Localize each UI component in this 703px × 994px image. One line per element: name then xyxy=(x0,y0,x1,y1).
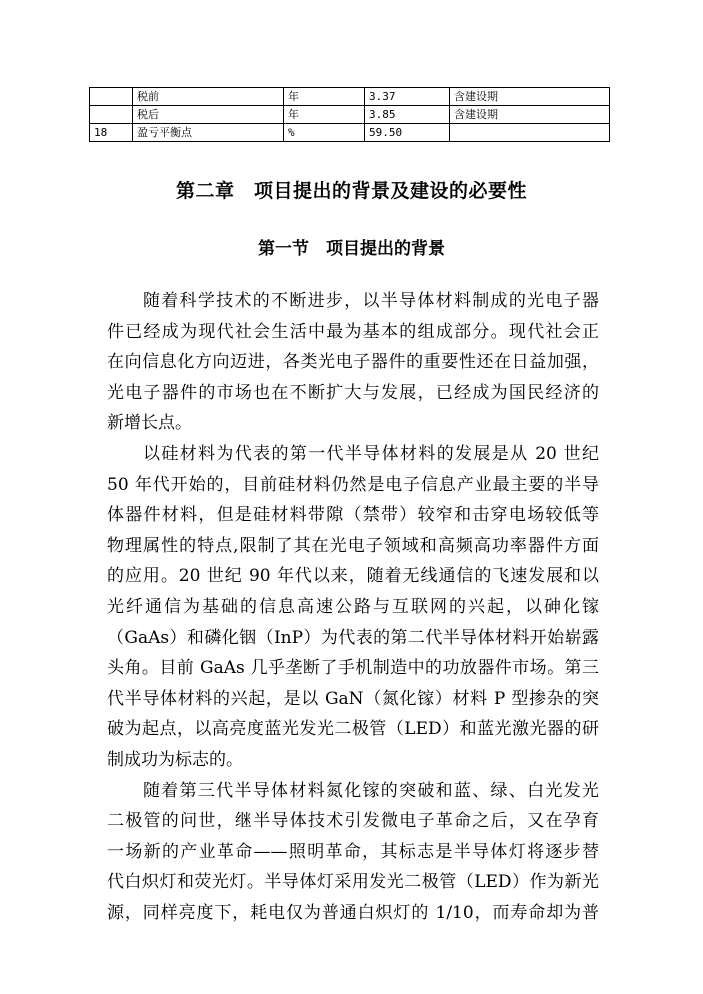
text-line: 新增长点。 xyxy=(107,413,192,434)
text-line: 光纤通信为基础的信息高速公路与互联网的兴起，以砷化镓 xyxy=(107,596,599,617)
text-line: 物理属性的特点,限制了其在光电子领域和高频高功率器件方面 xyxy=(107,535,599,556)
text-line: （GaAs）和磷化铟（InP）为代表的第二代半导体材料开始崭露 xyxy=(107,627,599,648)
table-cell-note xyxy=(450,124,610,142)
paragraph xyxy=(107,776,599,929)
table-cell-value: 59.50 xyxy=(365,124,450,142)
body-text xyxy=(107,286,599,928)
text-line: 光电子器件的市场也在不断扩大与发展，已经成为国民经济的 xyxy=(107,382,599,403)
text-line: 头角。目前 GaAs 几乎垄断了手机制造中的功放器件市场。第三 xyxy=(107,658,599,679)
text-line: 随着第三代半导体材料氮化镓的突破和蓝、绿、白光发光 xyxy=(143,780,599,801)
text-line: 代半导体材料的兴起，是以 GaN（氮化镓）材料 P 型掺杂的突 xyxy=(107,688,599,709)
text-line: 50 年代开始的，目前硅材料仍然是电子信息产业最主要的半导 xyxy=(107,474,599,495)
table-cell-unit: % xyxy=(284,124,365,142)
text-line: 制成功为标志的。 xyxy=(107,749,243,770)
paragraph xyxy=(107,439,599,776)
text-line: 在向信息化方向迈进，各类光电子器件的重要性还在日益加强， xyxy=(107,352,599,373)
table-cell-item: 税后 xyxy=(133,106,284,124)
table-row xyxy=(90,124,610,142)
table-cell-note: 含建设期 xyxy=(450,106,610,124)
table-cell-unit: 年 xyxy=(284,106,365,124)
table-cell-item: 盈亏平衡点 xyxy=(133,124,284,142)
summary-table xyxy=(89,87,610,142)
table-cell-unit: 年 xyxy=(284,88,365,106)
text-line: 体器件材料，但是硅材料带隙（禁带）较窄和击穿电场较低等 xyxy=(107,505,599,526)
text-line: 源，同样亮度下，耗电仅为普通白炽灯的 1/10，而寿命却为普 xyxy=(107,902,599,923)
text-line: 破为起点，以高亮度蓝光发光二极管（LED）和蓝光激光器的研 xyxy=(107,719,599,740)
paragraph xyxy=(107,286,599,439)
text-line: 件已经成为现代社会生活中最为基本的组成部分。现代社会正 xyxy=(107,321,599,342)
text-line: 代白炽灯和荧光灯。半导体灯采用发光二极管（LED）作为新光 xyxy=(107,872,599,893)
chapter-title: 第二章 项目提出的背景及建设的必要性 xyxy=(175,180,527,202)
table-cell-item: 税前 xyxy=(133,88,284,106)
table-cell-value: 3.85 xyxy=(365,106,450,124)
text-line: 随着科学技术的不断进步，以半导体材料制成的光电子器 xyxy=(143,291,599,311)
table-cell-note: 含建设期 xyxy=(450,88,610,106)
text-line: 的应用。20 世纪 90 年代以来，随着无线通信的飞速发展和以 xyxy=(107,566,599,587)
table-cell-no xyxy=(90,106,133,124)
table-row xyxy=(90,88,610,106)
text-line: 一场新的产业革命——照明革命，其标志是半导体灯将逐步替 xyxy=(107,841,599,862)
table-row xyxy=(90,106,610,124)
section-title: 第一节 项目提出的背景 xyxy=(258,239,445,259)
table-cell-value: 3.37 xyxy=(365,88,450,106)
table-cell-no: 18 xyxy=(90,124,133,142)
text-line: 以硅材料为代表的第一代半导体材料的发展是从 20 世纪 xyxy=(143,443,599,464)
text-line: 二极管的问世，继半导体技术引发微电子革命之后，又在孕育 xyxy=(107,811,599,832)
table-cell-no xyxy=(90,88,133,106)
